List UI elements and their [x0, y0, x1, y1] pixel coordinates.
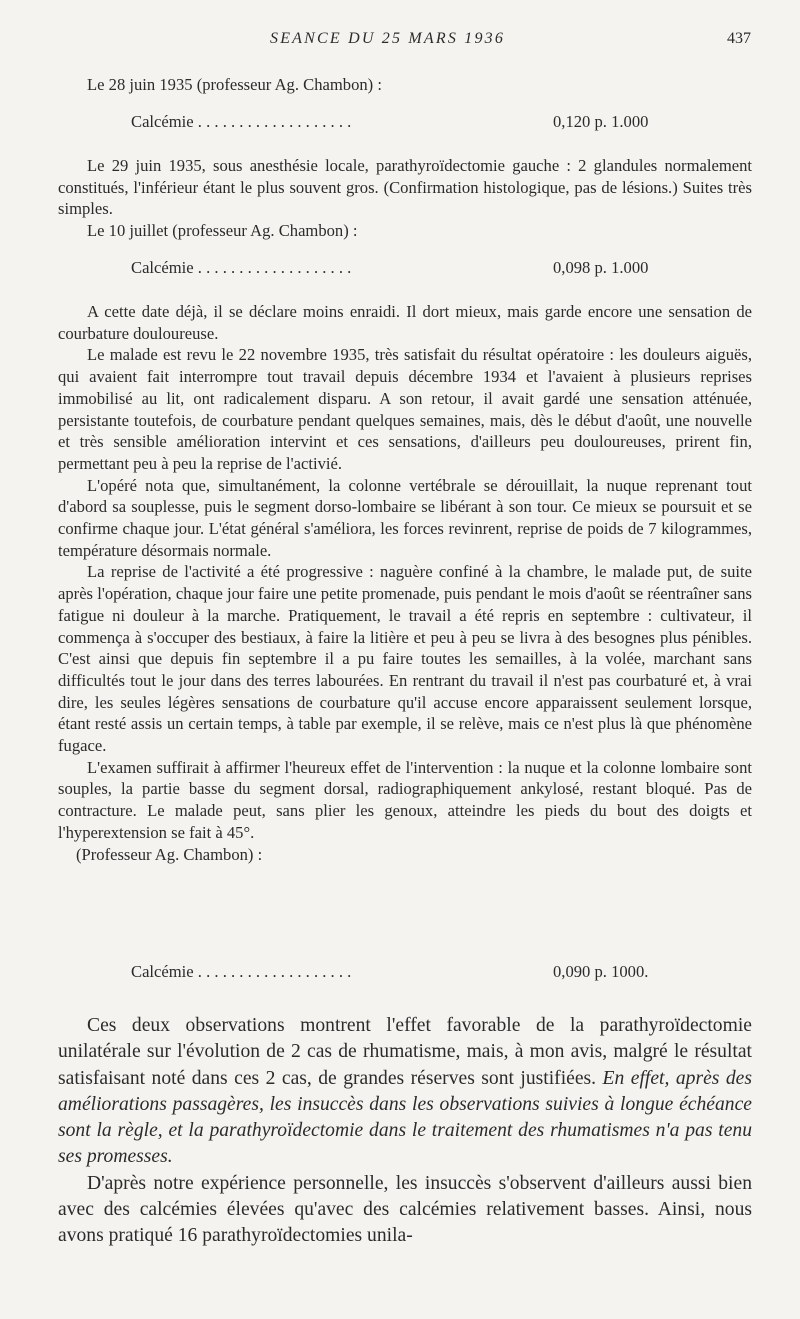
observation-paragraph: Le malade est revu le 22 novembre 1935, très satisfait du résultat opératoire : les douleurs aiguës, qui avaient fait interrompre tout travail depuis décembre 1934 et l'avaient à plusieurs reprises immobilisé au lit, ont radicalement disparu. A son retour, il avait gardé une sensation atténuée, persistante toutefois, de courbature pendant quelques semaines, mais, dès le début d'août, une nouvelle et très sensible amélioration intervint et ces sensations, d'ailleurs peu douloureuses, prirent fin, permettant peu à peu la reprise de l'activié.: [58, 345, 752, 473]
conclusion-paragraph: [58, 1013, 752, 1171]
conclusion-italic-text: En effet, après des améliorations passagères, les insuccès dans les observations suivies à longue échéance sont la règle, et la parathyroïdectomie dans le traitement des rhumatismes n'a pas tenu ses promesses.: [58, 1067, 752, 1168]
intro-block: [58, 74, 752, 96]
observation-paragraph: L'examen suffirait à affirmer l'heureux effet de l'intervention : la nuque et la colonne lombaire sont souples, la partie basse du segment dorsal, radiographiquement ankylosé, restant bloqué. Pas de contracture. Le malade peut, sans plier les genoux, atteindre les pieds du bout des doigts et l'hyperextension se fait à 45°.: [58, 757, 752, 842]
conclusion-text: Ces deux observations montrent l'effet favorable de la parathyroïdectomie unilatérale sur l'évolution de 2 cas de rhumatisme, mais, à mon avis, malgré le résultat satisfaisant noté dans ces 2 cas, de grandes réserves sont justifiées.: [58, 1015, 752, 1089]
observation-paragraph: La reprise de l'activité a été progressive : naguère confiné à la chambre, le malade put, de suite après l'opération, chaque jour faire une petite promenade, puis pendant le mois d'août se réentraîner sans fatigue ni douleur à la marche. Pratiquement, le travail a été repris en septembre : cultivateur, il commença à s'occuper des bestiaux, à faire la litière et peu à peu se livra à des besognes plus pénibles. C'est ainsi que depuis fin septembre il a pu faire toutes les semailles, à la volée, marchant sans difficultés tout le jour dans des terres labourées. En rentrant du travail il n'est pas courbaturé et, à vrai dire, les seules légères sensations de courbature qu'il accuse encore apparaissent seulement lorsque, étant resté assis un certain temps, à table par exemple, il se relève, mais ce n'est plus là que phénomène fugace.: [58, 562, 752, 756]
surgery-paragraph: Le 29 juin 1935, sous anesthésie locale, parathyroïdectomie gauche : 2 glandules normalement constitués, l'inférieur étant le plus souvent gros. (Confirmation histologique, pas de lésions.) Suites très simples.: [58, 156, 752, 219]
calcemie-value: 0,120 p. 1.000: [553, 112, 649, 131]
calcemie-label: Calcémie . . . . . . . . . . . . . . . . . . .: [131, 962, 352, 981]
running-header: [0, 30, 800, 54]
calcemie-value: 0,090 p. 1000.: [553, 962, 649, 981]
calcemie-label: Calcémie . . . . . . . . . . . . . . . . . . .: [131, 112, 352, 131]
conclusion-block: [58, 1013, 752, 1250]
intro-line: Le 28 juin 1935 (professeur Ag. Chambon) :: [87, 75, 382, 94]
followup-line: Le 10 juillet (professeur Ag. Chambon) :: [87, 221, 358, 241]
calcemie-row-1: [131, 110, 691, 134]
observation-block: [58, 301, 752, 865]
header-title: SEANCE DU 25 MARS 1936: [270, 30, 506, 47]
calcemie-label: Calcémie . . . . . . . . . . . . . . . . . . .: [131, 258, 352, 277]
calcemie-row-3: [131, 960, 691, 984]
observation-paragraph: L'opéré nota que, simultanément, la colonne vertébrale se dérouillait, la nuque reprenant tout d'abord sa souplesse, puis le segment dorso-lombaire se libérant à son tour. Ce mieux se poursuit et se confirme chaque jour. L'état général s'améliora, les forces revinrent, reprise de poids de 7 kilogrammes, température désormais normale.: [58, 475, 752, 560]
surgery-block: [58, 155, 752, 242]
calcemie-value: 0,098 p. 1.000: [553, 258, 649, 277]
experience-paragraph: D'après notre expérience personnelle, les insuccès s'observent d'ailleurs aussi bien avec des calcémies élevées qu'avec des calcémies relativement basses. Ainsi, nous avons pratiqué 16 parathyroïdectomies unila-: [58, 1172, 752, 1247]
professor-line: (Professeur Ag. Chambon) :: [76, 844, 263, 864]
observation-paragraph: A cette date déjà, il se déclare moins enraidi. Il dort mieux, mais garde encore une sensation de courbature douloureuse.: [58, 302, 752, 343]
calcemie-row-2: [131, 256, 691, 280]
page-number: 437: [727, 30, 751, 47]
